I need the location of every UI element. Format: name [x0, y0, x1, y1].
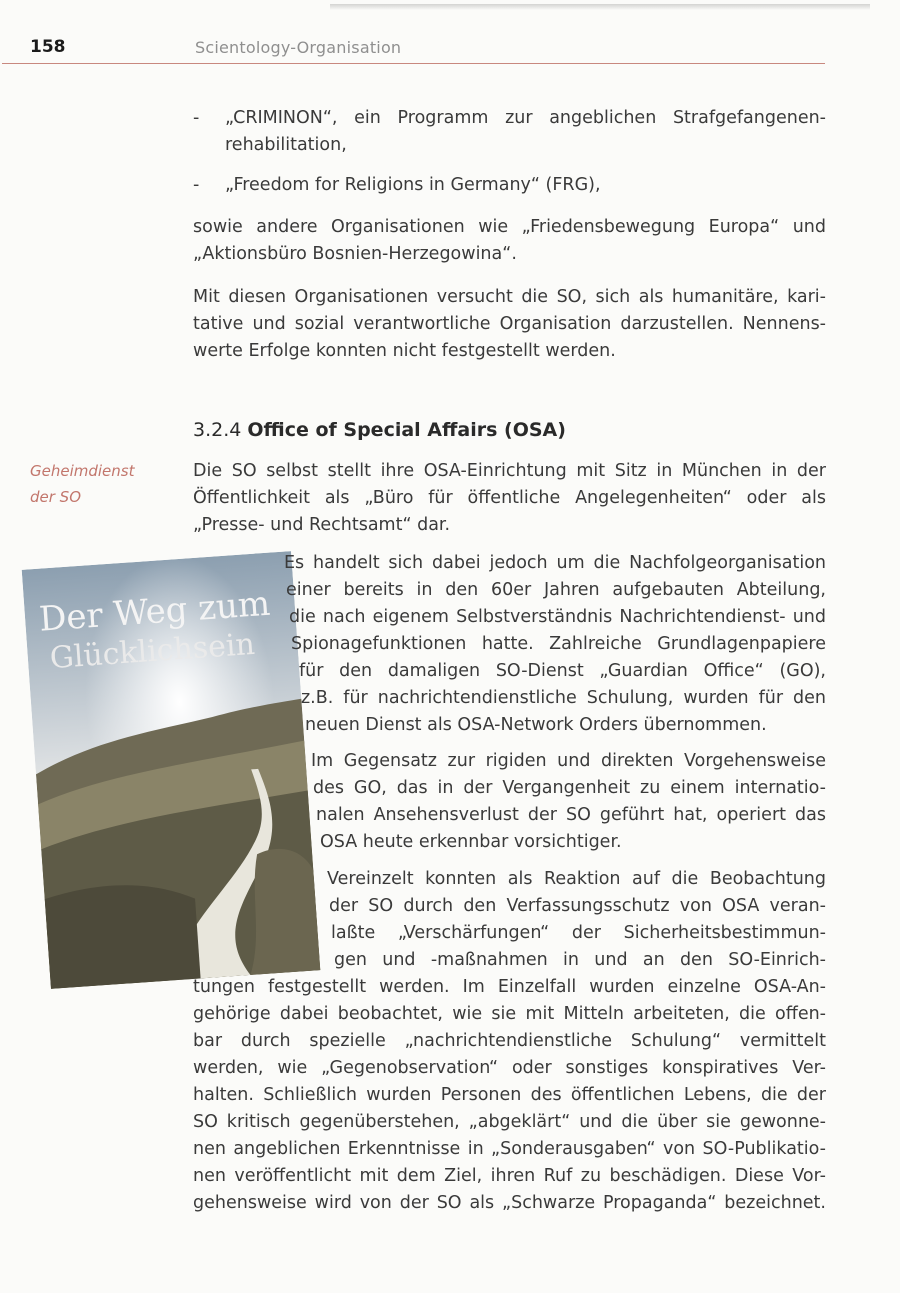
paragraph-contrast-line: des GO, das in der Vergangenheit zu einem internatio-	[313, 778, 826, 798]
paragraph-successor-line: die nach eigenem Selbstverständnis Nachrichtendienst- und	[289, 607, 826, 627]
paragraph-osa-intro-line: Öffentlichkeit als „Büro für öffentliche Angelegenheiten“ oder als	[193, 488, 826, 508]
paragraph-reaction-line: gehörige dabei beobachtet, wie sie mit Mitteln arbeiteten, die offen-	[193, 1004, 826, 1024]
paragraph-successor-line: neuen Dienst als OSA-Network Orders übernommen.	[305, 715, 767, 735]
paragraph-successor-line: Spionagefunktionen hatte. Zahlreiche Grundlagenpapiere	[291, 634, 826, 654]
paragraph-aims-line: werte Erfolge konnten nicht festgestellt werden.	[193, 341, 616, 361]
bullet-dash: -	[193, 108, 200, 128]
paragraph-reaction-line: Vereinzelt konnten als Reaktion auf die Beobachtung	[327, 869, 826, 889]
page-top-shadow	[330, 4, 870, 10]
page-number: 158	[30, 37, 66, 57]
paragraph-successor-line: für den damaligen SO-Dienst „Guardian Office“ (GO),	[299, 661, 826, 681]
paragraph-successor-line: Es handelt sich dabei jedoch um die Nachfolgeorganisation	[284, 553, 826, 573]
paragraph-reaction-line: nen angeblichen Erkenntnisse in „Sonderausgaben“ von SO-Publikatio-	[193, 1139, 826, 1159]
book-title-line: Der Weg zum	[37, 583, 272, 640]
paragraph-aims-line: Mit diesen Organisationen versucht die SO, sich als humanitäre, kari-	[193, 287, 826, 307]
bullet-criminon-line: „CRIMINON“, ein Programm zur angeblichen Strafgefangenen-	[225, 108, 826, 128]
paragraph-reaction-line: gehensweise wird von der SO als „Schwarze Propaganda“ bezeichnet.	[193, 1193, 826, 1213]
bullet-frg-line: „Freedom for Religions in Germany“ (FRG),	[225, 175, 601, 195]
book-cover-illustration	[22, 551, 321, 989]
section-title: Office of Special Affairs (OSA)	[247, 419, 566, 441]
paragraph-reaction-line: nen veröffentlicht mit dem Ziel, ihren Ruf zu beschädigen. Diese Vor-	[193, 1166, 826, 1186]
paragraph-osa-intro-line: „Presse- und Rechtsamt“ dar.	[193, 515, 451, 535]
paragraph-successor-line: einer bereits in den 60er Jahren aufgebauten Abteilung,	[286, 580, 826, 600]
margin-note-line: Geheimdienst	[30, 462, 135, 480]
paragraph-reaction-line: der SO durch den Verfassungsschutz von OSA veran-	[329, 896, 826, 916]
bullet-criminon-line: rehabilitation,	[225, 135, 347, 155]
paragraph-reaction-line: laßte „Verschärfungen“ der Sicherheitsbestimmun-	[331, 923, 826, 943]
section-number: 3.2.4	[193, 419, 242, 441]
paragraph-others-line: sowie andere Organisationen wie „Friedensbewegung Europa“ und	[193, 217, 826, 237]
paragraph-reaction-line: bar durch spezielle „nachrichtendienstliche Schulung“ vermittelt	[193, 1031, 826, 1051]
paragraph-contrast-line: nalen Ansehensverlust der SO geführt hat, operiert das	[316, 805, 826, 825]
running-head: Scientology-Organisation	[195, 38, 402, 57]
section-heading	[193, 416, 566, 444]
paragraph-reaction-line: werden, wie „Gegenobservation“ oder sonstiges konspiratives Ver-	[193, 1058, 826, 1078]
book-title	[38, 584, 274, 677]
book-title-line: Glücklichsein	[48, 626, 256, 677]
paragraph-contrast-line: OSA heute erkennbar vorsichtiger.	[320, 832, 622, 852]
paragraph-reaction-line: gen und -maßnahmen in und an den SO-Einrich-	[334, 950, 826, 970]
paragraph-reaction-line: tungen festgestellt werden. Im Einzelfall wurden einzelne OSA-An-	[193, 977, 826, 997]
paragraph-aims-line: tative und sozial verantwortliche Organisation darzustellen. Nennens-	[193, 314, 826, 334]
paragraph-others-line: „Aktionsbüro Bosnien-Herzegowina“.	[193, 244, 517, 264]
book-cover-image	[22, 551, 321, 989]
paragraph-osa-intro-line: Die SO selbst stellt ihre OSA-Einrichtung mit Sitz in München in der	[193, 461, 826, 481]
header-rule	[2, 63, 825, 64]
paragraph-successor-line: z.B. für nachrichtendienstliche Schulung, wurden für den	[301, 688, 826, 708]
margin-note-line: der SO	[30, 488, 82, 506]
paragraph-reaction-line: halten. Schließlich wurden Personen des öffentlichen Lebens, die der	[193, 1085, 826, 1105]
paragraph-reaction-line: SO kritisch gegenüberstehen, „abgeklärt“ und die über sie gewonne-	[193, 1112, 826, 1132]
bullet-dash: -	[193, 175, 200, 195]
paragraph-contrast-line: Im Gegensatz zur rigiden und direkten Vorgehensweise	[311, 751, 826, 771]
